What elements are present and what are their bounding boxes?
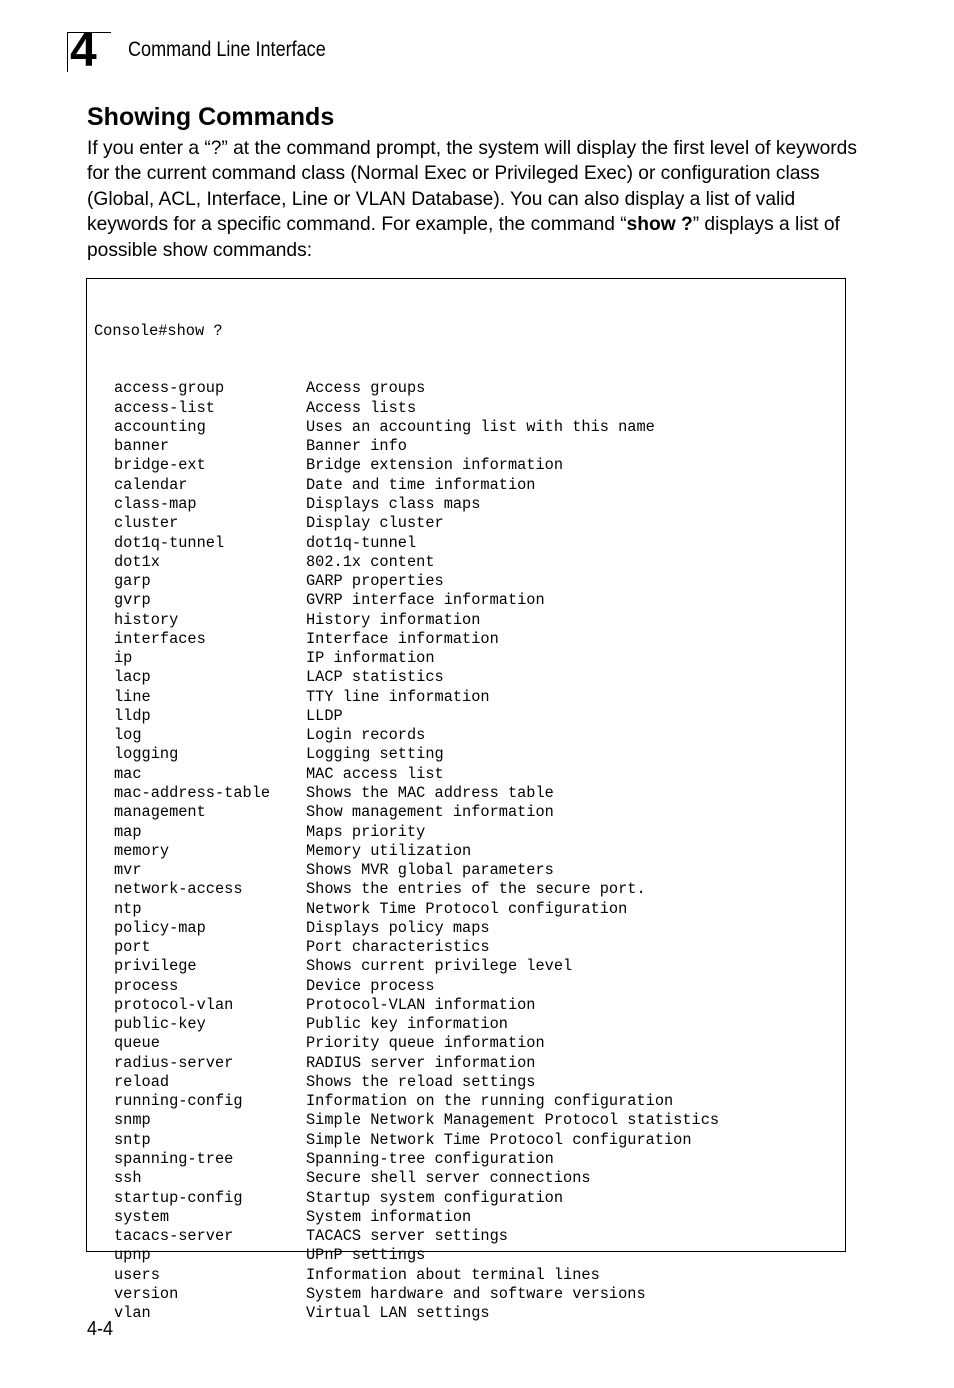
command-description: Access lists [306, 398, 417, 417]
command-name: version [114, 1284, 179, 1303]
command-name: dot1x [114, 552, 160, 571]
command-row [94, 938, 845, 957]
command-name: port [114, 938, 151, 957]
command-name: protocol-vlan [114, 995, 234, 1014]
command-row [94, 649, 845, 668]
command-list [94, 379, 845, 1323]
command-name: lacp [114, 668, 151, 687]
command-row [94, 957, 845, 976]
command-row [94, 1111, 845, 1130]
command-name: history [114, 610, 179, 629]
intro-bold-command: show ? [626, 214, 693, 236]
command-row [94, 1189, 845, 1208]
command-description: GARP properties [306, 572, 444, 591]
command-description: Maps priority [306, 822, 426, 841]
command-name: calendar [114, 475, 188, 494]
command-name: running-config [114, 1092, 243, 1111]
command-row [94, 1304, 845, 1323]
command-description: Protocol-VLAN information [306, 995, 536, 1014]
command-name: tacacs-server [114, 1227, 234, 1246]
chapter-number: 4 [70, 24, 97, 77]
command-description: TACACS server settings [306, 1227, 508, 1246]
command-description: Shows the reload settings [306, 1072, 536, 1091]
command-description: System hardware and software versions [306, 1284, 646, 1303]
command-name: line [114, 687, 151, 706]
command-name: bridge-ext [114, 456, 206, 475]
command-description: LLDP [306, 706, 343, 725]
command-description: Bridge extension information [306, 456, 564, 475]
command-row [94, 437, 845, 456]
running-header-title: Command Line Interface [128, 38, 326, 61]
command-description: Access groups [306, 379, 426, 398]
command-row [94, 476, 845, 495]
command-name: vlan [114, 1304, 151, 1323]
intro-paragraph [87, 136, 857, 263]
command-row [94, 399, 845, 418]
command-description: MAC access list [306, 764, 444, 783]
command-row [94, 1015, 845, 1034]
command-row [94, 1092, 845, 1111]
command-row [94, 591, 845, 610]
command-row [94, 784, 845, 803]
command-row [94, 1266, 845, 1285]
command-name: accounting [114, 417, 206, 436]
command-name: management [114, 803, 206, 822]
command-row [94, 1054, 845, 1073]
command-row [94, 1131, 845, 1150]
command-row [94, 745, 845, 764]
section-heading: Showing Commands [87, 103, 335, 131]
command-row [94, 1034, 845, 1053]
command-name: sntp [114, 1130, 151, 1149]
intro-text-end: ” displays a list of possible show commands: [87, 214, 840, 261]
command-description: Simple Network Management Protocol statistics [306, 1111, 720, 1130]
command-row [94, 514, 845, 533]
command-name: network-access [114, 880, 243, 899]
command-name: access-group [114, 379, 225, 398]
command-row [94, 1169, 845, 1188]
command-row [94, 1073, 845, 1092]
command-name: log [114, 726, 142, 745]
command-name: banner [114, 437, 170, 456]
command-description: Startup system configuration [306, 1188, 564, 1207]
command-row [94, 861, 845, 880]
command-name: map [114, 822, 142, 841]
command-name: reload [114, 1072, 170, 1091]
console-prompt: Console#show ? [94, 321, 223, 340]
command-description: Device process [306, 976, 435, 995]
command-description: Interface information [306, 629, 499, 648]
command-name: ip [114, 649, 133, 668]
command-row [94, 688, 845, 707]
command-row [94, 553, 845, 572]
command-description: Shows the MAC address table [306, 783, 554, 802]
command-name: mac [114, 764, 142, 783]
command-name: gvrp [114, 591, 151, 610]
command-description: Uses an accounting list with this name [306, 417, 655, 436]
command-description: Login records [306, 726, 426, 745]
command-name: process [114, 976, 179, 995]
command-name: ssh [114, 1169, 142, 1188]
command-description: Display cluster [306, 514, 444, 533]
command-name: snmp [114, 1111, 151, 1130]
command-row [94, 726, 845, 745]
command-name: lldp [114, 706, 151, 725]
command-description: Secure shell server connections [306, 1169, 591, 1188]
command-row [94, 823, 845, 842]
command-description: Priority queue information [306, 1034, 545, 1053]
command-row [94, 1208, 845, 1227]
command-name: upnp [114, 1246, 151, 1265]
command-name: ntp [114, 899, 142, 918]
command-description: System information [306, 1207, 472, 1226]
command-name: mac-address-table [114, 783, 271, 802]
command-name: logging [114, 745, 179, 764]
command-name: mvr [114, 861, 142, 880]
command-description: Banner info [306, 437, 407, 456]
command-name: startup-config [114, 1188, 243, 1207]
command-row [94, 418, 845, 437]
command-description: Displays policy maps [306, 918, 490, 937]
command-row [94, 842, 845, 861]
command-description: Shows current privilege level [306, 957, 573, 976]
command-description: Show management information [306, 803, 554, 822]
command-description: Memory utilization [306, 841, 472, 860]
command-description: Port characteristics [306, 938, 490, 957]
command-name: memory [114, 841, 170, 860]
command-name: access-list [114, 398, 215, 417]
command-row [94, 668, 845, 687]
console-output-box [86, 278, 846, 1323]
command-description: Simple Network Time Protocol configuration [306, 1130, 692, 1149]
command-row [94, 880, 845, 899]
command-description: Virtual LAN settings [306, 1304, 490, 1323]
command-description: History information [306, 610, 481, 629]
command-row [94, 1246, 845, 1265]
command-row [94, 1285, 845, 1304]
command-description: RADIUS server information [306, 1053, 536, 1072]
intro-text-start: If you enter a “?” at the command prompt, the system will display the first level of keywords for the current command class (Normal Exec or Privileged Exec) or configuration class (Global, ACL, Interface, Line or VLAN Database). You can also display a list of valid keywords for a specific command. For example, the command “ [87, 138, 857, 236]
command-row [94, 379, 845, 398]
command-row [94, 707, 845, 726]
command-name: users [114, 1265, 160, 1284]
command-name: cluster [114, 514, 179, 533]
command-description: Date and time information [306, 475, 536, 494]
command-name: public-key [114, 1015, 206, 1034]
command-name: privilege [114, 957, 197, 976]
command-description: 802.1x content [306, 552, 435, 571]
command-name: queue [114, 1034, 160, 1053]
command-row [94, 1227, 845, 1246]
command-name: interfaces [114, 629, 206, 648]
command-name: dot1q-tunnel [114, 533, 225, 552]
command-row [94, 996, 845, 1015]
command-name: class-map [114, 494, 197, 513]
command-row [94, 456, 845, 475]
command-row [94, 630, 845, 649]
command-description: Logging setting [306, 745, 444, 764]
command-name: garp [114, 572, 151, 591]
command-row [94, 765, 845, 784]
command-name: spanning-tree [114, 1150, 234, 1169]
page-number: 4-4 [87, 1318, 114, 1340]
command-description: UPnP settings [306, 1246, 426, 1265]
command-row [94, 803, 845, 822]
command-description: GVRP interface information [306, 591, 545, 610]
command-name: policy-map [114, 918, 206, 937]
command-description: LACP statistics [306, 668, 444, 687]
command-row [94, 572, 845, 591]
command-name: radius-server [114, 1053, 234, 1072]
command-description: IP information [306, 649, 435, 668]
command-row [94, 977, 845, 996]
command-name: system [114, 1207, 170, 1226]
command-row [94, 900, 845, 919]
command-description: Public key information [306, 1015, 508, 1034]
command-description: Network Time Protocol configuration [306, 899, 628, 918]
command-description: Shows MVR global parameters [306, 861, 554, 880]
command-description: Information on the running configuration [306, 1092, 674, 1111]
command-description: Spanning-tree configuration [306, 1150, 554, 1169]
command-row [94, 534, 845, 553]
command-description: TTY line information [306, 687, 490, 706]
command-description: Shows the entries of the secure port. [306, 880, 646, 899]
command-row [94, 495, 845, 514]
command-row [94, 611, 845, 630]
command-row [94, 919, 845, 938]
command-row [94, 1150, 845, 1169]
command-description: Displays class maps [306, 494, 481, 513]
command-description: Information about terminal lines [306, 1265, 600, 1284]
chapter-marker [67, 24, 111, 77]
command-description: dot1q-tunnel [306, 533, 417, 552]
